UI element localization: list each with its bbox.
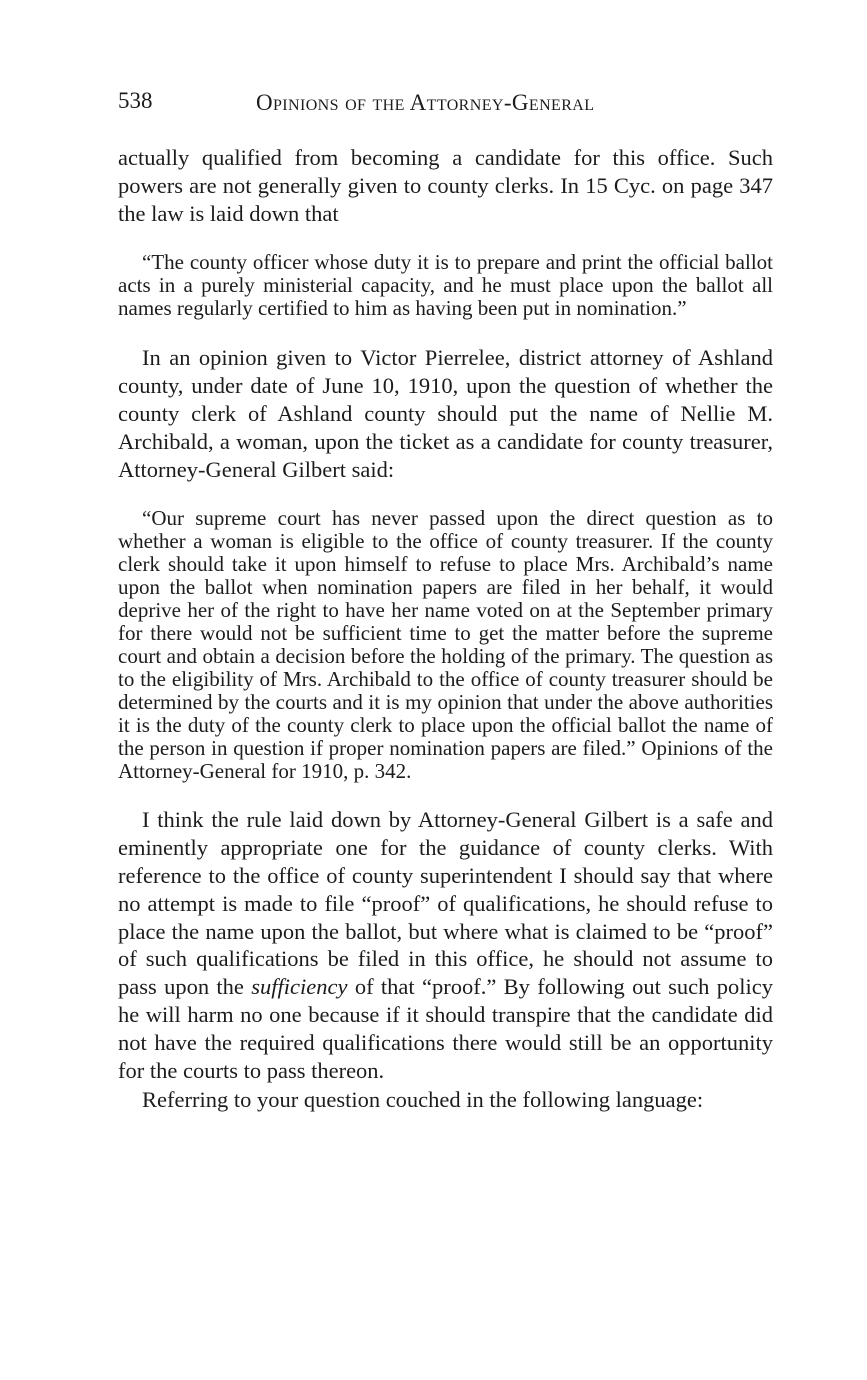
paragraph-referring-question: Referring to your question couched in the following language: (142, 1087, 704, 1113)
paragraph-continuation: actually qualified from becoming a candidate for this office. Such powers are not generally given to county clerks. In 15 Cyc. on page 347 the law is laid down that (118, 145, 773, 226)
paragraph-pierrelee-opinion: In an opinion given to Victor Pierrelee, district attorney of Ashland county, under date of June 10, 1910, upon the question of whether the county clerk of Ashland county should put the name of Nellie M. Archibald, a woman, upon the ticket as a candidate for county treasurer, Attorney-General Gilbert said: (118, 345, 773, 482)
italic-term: sufficiency (251, 974, 348, 1000)
block-quote-cyc: “The county officer whose duty it is to prepare and print the official ballot acts in a purely ministerial capacity, and he must place upon the ballot all names regularly certified to him as having been put in nomination.” (118, 250, 773, 321)
page-number: 538 (118, 88, 153, 113)
running-head: Opinions of the Attorney-General (256, 90, 595, 115)
paragraph-text-start: I think the rule laid down by Attorney-General Gilbert is a safe and eminently appropriate one for the guidance of county clerks. With reference to the office of county superintendent I should say that where no attempt is made to file “proof” of qualifications, he should refuse to place the name upon the ballot, but where what is claimed to be “proof” of such qualifications be filed in this office, he should not assume to pass upon the (118, 807, 773, 1000)
page-header (118, 88, 773, 120)
block-quote-gilbert: “Our supreme court has never passed upon the direct question as to whether a woman is eligible to the office of county treasurer. If the county clerk should take it upon himself to refuse to place Mrs. Archibald’s name upon the ballot when nomination papers are filed in her behalf, it would deprive her of the right to have her name voted on at the September primary for there would not be sufficient time to get the matter before the supreme court and obtain a decision before the holding of the primary. The question as to the eligibility of Mrs. Archibald to the office of county treasurer should be determined by the courts and it is my opinion that under the above authorities it is the duty of the county clerk to place upon the official ballot the name of the person in question if proper nomination papers are filed.” Opinions of the Attorney-General for 1910, p. 342. (118, 506, 773, 784)
paragraph-text-end: of that “proof.” By following out such policy he will harm no one because if it should transpire that the candidate did not have the required qualifications there would still be an opportunity for the courts to pass thereon. (118, 974, 773, 1083)
paragraph-rule-discussion (118, 806, 773, 1084)
page-body (118, 144, 773, 1114)
